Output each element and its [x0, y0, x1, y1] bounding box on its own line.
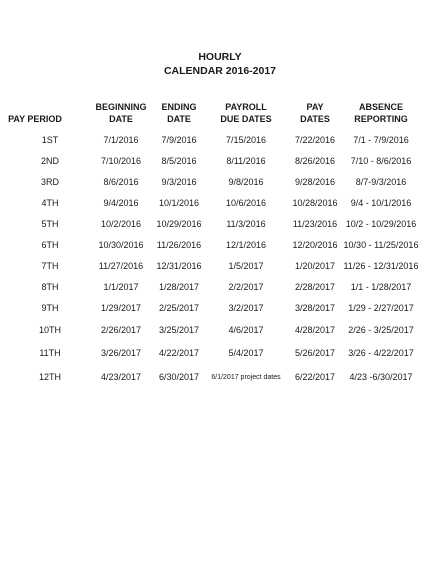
header-ending-line-2: DATE: [167, 114, 191, 124]
pay-period-cell: 4TH: [41, 198, 59, 208]
title-line-2: CALENDAR 2016-2017: [163, 65, 277, 77]
header-payroll-line-2: DUE DATES: [220, 114, 272, 124]
pay-date-cell: 6/22/2017: [294, 372, 336, 382]
beginning-date-cell: 11/27/2016: [98, 261, 144, 271]
pay-date-cell: 1/20/2017: [294, 261, 336, 271]
absence-reporting-cell: 7/1 - 7/9/2016: [353, 135, 409, 145]
payroll-due-cell: 10/6/2016: [225, 198, 267, 208]
header-ending-line-1: ENDING: [161, 102, 197, 112]
payroll-due-cell: 2/2/2017: [228, 282, 264, 292]
pay-period-cell: 7TH: [41, 261, 59, 271]
header-absence-line-1: ABSENCE: [358, 102, 403, 112]
pay-period-cell: 12TH: [38, 372, 61, 382]
beginning-date-cell: 3/26/2017: [100, 348, 142, 358]
header-pay-line-1: PAY: [306, 102, 324, 112]
absence-reporting-cell: 10/30 - 11/25/2016: [343, 240, 419, 250]
header-absence-line-2: REPORTING: [354, 114, 408, 124]
pay-date-cell: 5/26/2017: [294, 348, 336, 358]
title-line-1: HOURLY: [198, 51, 242, 63]
beginning-date-cell: 4/23/2017: [100, 372, 142, 382]
payroll-due-cell: 7/15/2016: [225, 135, 267, 145]
beginning-date-cell: 2/26/2017: [100, 325, 142, 335]
header-pay-line-2: DATES: [300, 114, 330, 124]
beginning-date-cell: 10/2/2016: [100, 219, 142, 229]
payroll-due-cell: 8/11/2016: [226, 156, 266, 166]
pay-date-cell: 9/28/2016: [294, 177, 336, 187]
beginning-date-cell: 1/29/2017: [100, 303, 142, 313]
payroll-due-cell: 12/1/2016: [225, 240, 267, 250]
pay-date-cell: 8/26/2016: [294, 156, 336, 166]
beginning-date-cell: 8/6/2016: [103, 177, 139, 187]
header-pay-period: PAY PERIOD: [8, 114, 62, 124]
pay-period-cell: 6TH: [41, 240, 59, 250]
beginning-date-cell: 1/1/2017: [103, 282, 139, 292]
header-payroll-line-1: PAYROLL: [225, 102, 267, 112]
header-beginning-line-1: BEGINNING: [95, 102, 147, 112]
pay-date-cell: 12/20/2016: [292, 240, 338, 250]
payroll-due-cell: 5/4/2017: [228, 348, 264, 358]
pay-period-cell: 8TH: [41, 282, 59, 292]
absence-reporting-cell: 8/7-9/3/2016: [355, 177, 407, 187]
absence-reporting-cell: 11/26 - 12/31/2016: [343, 261, 419, 271]
ending-date-cell: 3/25/2017: [158, 325, 200, 335]
ending-date-cell: 12/31/2016: [156, 261, 202, 271]
ending-date-cell: 9/3/2016: [161, 177, 197, 187]
absence-reporting-cell: 1/29 - 2/27/2017: [348, 303, 414, 313]
ending-date-cell: 8/5/2016: [161, 156, 197, 166]
pay-date-cell: 4/28/2017: [294, 325, 336, 335]
pay-date-cell: 7/22/2016: [294, 135, 336, 145]
pay-period-cell: 10TH: [38, 325, 61, 335]
pay-period-cell: 11TH: [39, 348, 61, 358]
absence-reporting-cell: 9/4 - 10/1/2016: [350, 198, 412, 208]
ending-date-cell: 2/25/2017: [158, 303, 200, 313]
pay-date-cell: 10/28/2016: [292, 198, 338, 208]
beginning-date-cell: 9/4/2016: [103, 198, 139, 208]
ending-date-cell: 7/9/2016: [161, 135, 197, 145]
absence-reporting-cell: 7/10 - 8/6/2016: [350, 156, 412, 166]
ending-date-cell: 10/29/2016: [156, 219, 202, 229]
payroll-due-cell: 6/1/2017 project dates: [211, 374, 281, 381]
absence-reporting-cell: 3/26 - 4/22/2017: [348, 348, 414, 358]
pay-date-cell: 2/28/2017: [294, 282, 336, 292]
payroll-due-cell: 11/3/2016: [226, 219, 266, 229]
payroll-due-cell: 9/8/2016: [228, 177, 264, 187]
beginning-date-cell: 10/30/2016: [98, 240, 144, 250]
header-beginning-line-2: DATE: [109, 114, 133, 124]
ending-date-cell: 6/30/2017: [158, 372, 200, 382]
ending-date-cell: 10/1/2016: [158, 198, 200, 208]
pay-period-cell: 5TH: [41, 219, 59, 229]
pay-period-cell: 1ST: [41, 135, 59, 145]
pay-date-cell: 3/28/2017: [294, 303, 336, 313]
ending-date-cell: 1/28/2017: [158, 282, 200, 292]
beginning-date-cell: 7/10/2016: [100, 156, 142, 166]
absence-reporting-cell: 2/26 - 3/25/2017: [348, 325, 414, 335]
pay-period-cell: 2ND: [40, 156, 59, 166]
payroll-due-cell: 3/2/2017: [228, 303, 264, 313]
payroll-due-cell: 4/6/2017: [228, 325, 264, 335]
pay-period-cell: 9TH: [41, 303, 59, 313]
ending-date-cell: 4/22/2017: [158, 348, 200, 358]
absence-reporting-cell: 4/23 -6/30/2017: [349, 372, 413, 382]
ending-date-cell: 11/26/2016: [156, 240, 202, 250]
payroll-due-cell: 1/5/2017: [228, 261, 264, 271]
absence-reporting-cell: 10/2 - 10/29/2016: [345, 219, 417, 229]
pay-date-cell: 11/23/2016: [292, 219, 338, 229]
absence-reporting-cell: 1/1 - 1/28/2017: [350, 282, 412, 292]
pay-period-cell: 3RD: [40, 177, 59, 187]
beginning-date-cell: 7/1/2016: [103, 135, 139, 145]
